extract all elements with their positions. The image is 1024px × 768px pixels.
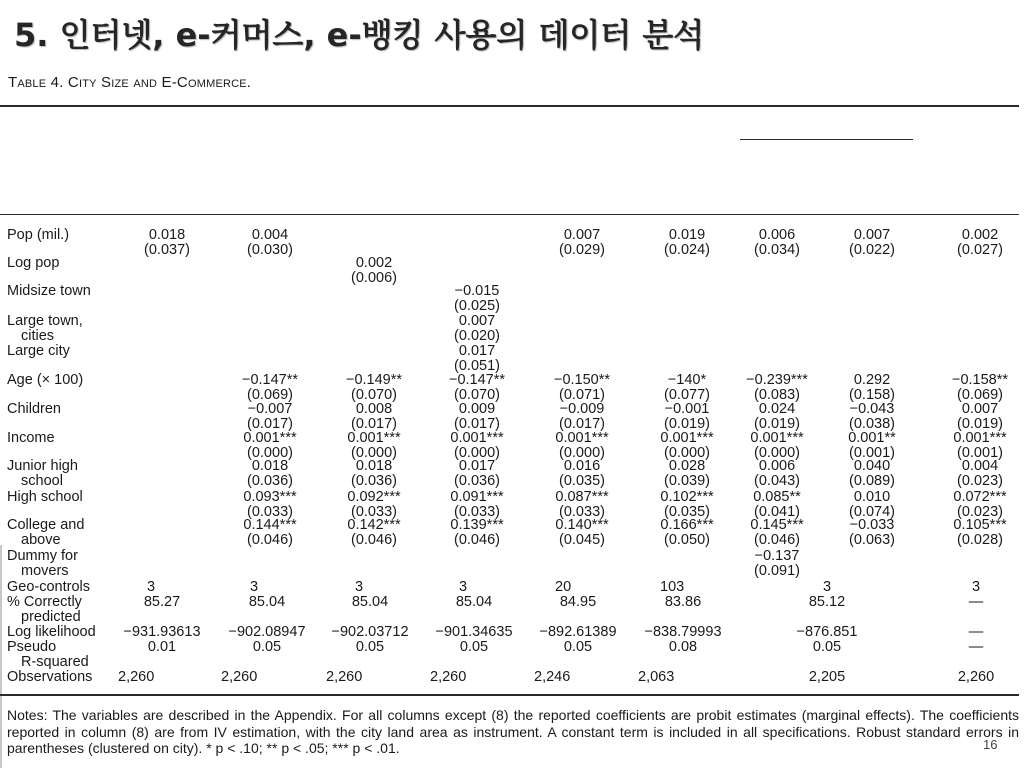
stat-label-text: Log likelihood	[7, 624, 96, 640]
coefficient-cell	[957, 459, 1003, 489]
coefficient: 0.001***	[750, 430, 804, 446]
coefficient: −140*	[667, 372, 707, 388]
standard-error: (0.023)	[957, 473, 1003, 489]
coefficient-cell	[555, 431, 608, 461]
slide-title: 5. 인터넷, e-커머스, e-뱅킹 사용의 데이터 분석	[14, 16, 705, 54]
coefficient: 0.010	[853, 489, 891, 505]
coefficient-cell	[454, 284, 500, 314]
coefficient: 0.145***	[750, 517, 804, 533]
row-label	[7, 284, 91, 299]
coefficient: 0.001***	[450, 430, 504, 446]
table-header-rule	[0, 214, 1019, 215]
coefficient-cell	[242, 373, 298, 403]
coefficient: 0.024	[758, 401, 796, 417]
coefficient: 0.092***	[347, 489, 401, 505]
standard-error: (0.029)	[559, 242, 605, 258]
coefficient: 0.001***	[347, 430, 401, 446]
row-label-text: Large city	[7, 343, 70, 359]
standard-error: (0.069)	[247, 387, 293, 403]
standard-error: (0.017)	[559, 416, 605, 432]
standard-error: (0.069)	[957, 387, 1003, 403]
stat-value: 3	[459, 579, 468, 595]
standard-error: (0.036)	[247, 473, 293, 489]
coefficient-cell	[559, 402, 605, 432]
stat-value: 0.05	[252, 639, 282, 655]
coefficient-cell	[754, 549, 800, 579]
stat-value: 3	[971, 579, 981, 595]
coefficient-cell	[449, 373, 505, 403]
coefficient: 0.001***	[660, 430, 714, 446]
stat-value: —	[968, 624, 984, 640]
row-label-continuation: above	[21, 532, 61, 548]
standard-error: (0.043)	[754, 473, 800, 489]
coefficient-cell	[347, 518, 400, 548]
stat-value: 3	[147, 579, 156, 595]
stat-value: 85.27	[143, 594, 181, 610]
coefficient-cell	[144, 228, 190, 258]
coefficient-cell	[555, 490, 608, 520]
row-label-continuation: cities	[21, 328, 55, 344]
coefficient: 0.102***	[660, 489, 714, 505]
coefficient: 0.144***	[243, 517, 297, 533]
coefficient-cell	[347, 431, 400, 461]
coefficient: −0.001	[664, 401, 710, 417]
coefficient: 0.006	[758, 458, 796, 474]
coefficient: 0.017	[458, 458, 496, 474]
row-label-text: Junior high	[7, 458, 78, 474]
row-label-text: Children	[7, 401, 61, 417]
coefficient-cell	[754, 459, 800, 489]
table-bottom-rule	[0, 694, 1019, 696]
standard-error: (0.083)	[754, 387, 800, 403]
standard-error: (0.045)	[559, 532, 605, 548]
column-7-span-rule	[740, 139, 913, 140]
row-label	[7, 402, 61, 417]
coefficient-cell	[660, 431, 713, 461]
coefficient: 0.166***	[660, 517, 714, 533]
standard-error: (0.024)	[664, 242, 710, 258]
coefficient: −0.009	[559, 401, 605, 417]
row-label	[7, 228, 69, 243]
stat-value: 85.04	[248, 594, 286, 610]
stat-row-label	[7, 670, 92, 685]
coefficient: 0.087***	[555, 489, 609, 505]
row-label-text: Midsize town	[7, 283, 91, 299]
coefficient-cell	[555, 518, 608, 548]
stat-value: −876.851	[796, 624, 858, 640]
stat-value: 20	[555, 579, 572, 595]
stat-value: 2,246	[534, 669, 571, 685]
stat-value: 85.12	[808, 594, 846, 610]
row-label-text: Pop (mil.)	[7, 227, 70, 243]
standard-error: (0.041)	[754, 504, 800, 520]
stat-row-label	[7, 580, 90, 595]
row-label-text: Log pop	[7, 255, 60, 271]
standard-error: (0.051)	[454, 358, 500, 374]
coefficient-cell	[957, 402, 1003, 432]
stat-label-text: % Correctly	[7, 594, 82, 610]
stat-value: 85.04	[351, 594, 389, 610]
stat-value: —	[968, 594, 984, 610]
coefficient: −0.147**	[448, 372, 506, 388]
coefficient: 0.009	[458, 401, 496, 417]
stat-value: 2,063	[638, 669, 675, 685]
coefficient: 0.142***	[347, 517, 401, 533]
row-label-text: Large town,	[7, 313, 83, 329]
coefficient-cell	[454, 314, 500, 344]
coefficient-cell	[346, 373, 402, 403]
stat-value: 3	[355, 579, 364, 595]
coefficient-cell	[848, 431, 896, 461]
coefficient-cell	[660, 518, 713, 548]
coefficient-cell	[247, 459, 293, 489]
standard-error: (0.000)	[559, 445, 605, 461]
coefficient: 0.006	[758, 227, 796, 243]
standard-error: (0.000)	[454, 445, 500, 461]
row-label	[7, 373, 83, 388]
coefficient-cell	[351, 402, 397, 432]
row-label-text: High school	[7, 489, 83, 505]
coefficient: 0.007	[563, 227, 601, 243]
coefficient-cell	[243, 431, 296, 461]
row-label	[7, 431, 55, 446]
stat-value: 3	[250, 579, 259, 595]
standard-error: (0.071)	[559, 387, 605, 403]
row-label	[7, 256, 59, 271]
standard-error: (0.046)	[247, 532, 293, 548]
standard-error: (0.019)	[957, 416, 1003, 432]
stat-value: 0.05	[459, 639, 489, 655]
standard-error: (0.019)	[664, 416, 710, 432]
standard-error: (0.023)	[957, 504, 1003, 520]
coefficient-cell	[243, 490, 296, 520]
standard-error: (0.039)	[664, 473, 710, 489]
standard-error: (0.017)	[247, 416, 293, 432]
stat-value: 0.08	[668, 639, 698, 655]
standard-error: (0.034)	[754, 242, 800, 258]
standard-error: (0.033)	[351, 504, 397, 520]
standard-error: (0.050)	[664, 532, 710, 548]
stat-value: 3	[822, 579, 832, 595]
standard-error: (0.046)	[454, 532, 500, 548]
standard-error: (0.158)	[849, 387, 895, 403]
coefficient: −0.239***	[746, 372, 808, 388]
standard-error: (0.000)	[664, 445, 710, 461]
standard-error: (0.035)	[559, 473, 605, 489]
stat-value: −902.08947	[228, 624, 306, 640]
coefficient: −0.043	[849, 401, 895, 417]
standard-error: (0.033)	[559, 504, 605, 520]
standard-error: (0.000)	[247, 445, 293, 461]
coefficient: −0.149**	[345, 372, 403, 388]
standard-error: (0.035)	[664, 504, 710, 520]
stat-label-text: Pseudo	[7, 639, 57, 655]
coefficient-cell	[554, 373, 610, 403]
coefficient: 0.001**	[848, 430, 896, 446]
standard-error: (0.037)	[144, 242, 190, 258]
coefficient-cell	[754, 402, 800, 432]
stat-value: —	[968, 639, 984, 655]
coefficient-cell	[953, 518, 1006, 548]
standard-error: (0.000)	[754, 445, 800, 461]
standard-error: (0.028)	[957, 532, 1003, 548]
coefficient: 0.008	[355, 401, 393, 417]
coefficient-cell	[247, 402, 293, 432]
stat-value: 0.01	[147, 639, 177, 655]
standard-error: (0.089)	[849, 473, 895, 489]
coefficient: −0.147**	[241, 372, 299, 388]
row-label	[7, 549, 78, 579]
stat-value: 0.05	[355, 639, 385, 655]
coefficient: −0.015	[454, 283, 500, 299]
coefficient-cell	[953, 490, 1006, 520]
coefficient-cell	[660, 490, 713, 520]
standard-error: (0.027)	[957, 242, 1003, 258]
standard-error: (0.000)	[351, 445, 397, 461]
stat-value: 2,260	[221, 669, 258, 685]
coefficient: 0.019	[668, 227, 706, 243]
standard-error: (0.070)	[454, 387, 500, 403]
stat-value: 83.86	[664, 594, 702, 610]
coefficient: 0.091***	[450, 489, 504, 505]
stat-label-continuation: predicted	[21, 609, 81, 625]
coefficient: 0.002	[355, 255, 393, 271]
coefficient: 0.007	[961, 401, 999, 417]
row-label	[7, 518, 84, 548]
standard-error: (0.077)	[664, 387, 710, 403]
coefficient-cell	[849, 373, 895, 403]
coefficient: 0.072***	[953, 489, 1007, 505]
coefficient: 0.018	[148, 227, 186, 243]
coefficient-cell	[746, 373, 808, 403]
stat-row-label	[7, 625, 96, 640]
standard-error: (0.091)	[754, 563, 800, 579]
stat-value: 0.05	[812, 639, 842, 655]
standard-error: (0.063)	[849, 532, 895, 548]
standard-error: (0.046)	[754, 532, 800, 548]
coefficient-cell	[243, 518, 296, 548]
standard-error: (0.074)	[849, 504, 895, 520]
coefficient: 0.004	[961, 458, 999, 474]
stat-row-label	[7, 640, 89, 670]
coefficient: 0.007	[458, 313, 496, 329]
table-caption: Table 4. City Size and E-Commerce.	[8, 74, 252, 91]
standard-error: (0.017)	[454, 416, 500, 432]
row-label	[7, 344, 70, 359]
stat-value: 2,260	[957, 669, 995, 685]
standard-error: (0.036)	[454, 473, 500, 489]
coefficient-cell	[953, 431, 1006, 461]
coefficient-cell	[849, 228, 895, 258]
standard-error: (0.001)	[957, 445, 1003, 461]
coefficient-cell	[454, 459, 500, 489]
coefficient-cell	[849, 402, 895, 432]
stat-value: −838.79993	[644, 624, 722, 640]
standard-error: (0.006)	[351, 270, 397, 286]
row-label-text: Dummy for	[7, 548, 78, 564]
coefficient-cell	[753, 490, 801, 520]
coefficient-cell	[750, 518, 803, 548]
stat-row-label	[7, 595, 82, 625]
coefficient: 0.292	[853, 372, 891, 388]
coefficient: 0.002	[961, 227, 999, 243]
coefficient: 0.040	[853, 458, 891, 474]
coefficient: 0.018	[251, 458, 289, 474]
stat-value: −901.34635	[435, 624, 513, 640]
row-label	[7, 490, 83, 505]
coefficient: 0.028	[668, 458, 706, 474]
coefficient-cell	[664, 228, 710, 258]
coefficient: 0.085**	[753, 489, 801, 505]
standard-error: (0.030)	[247, 242, 293, 258]
page-number: 16	[983, 737, 998, 752]
row-label	[7, 459, 78, 489]
coefficient-cell	[849, 490, 895, 520]
standard-error: (0.038)	[849, 416, 895, 432]
row-label-text: College and	[7, 517, 85, 533]
coefficient-cell	[559, 459, 605, 489]
standard-error: (0.025)	[454, 298, 500, 314]
coefficient-cell	[454, 402, 500, 432]
coefficient-cell	[849, 459, 895, 489]
coefficient: 0.140***	[555, 517, 609, 533]
stat-value: 2,205	[808, 669, 846, 685]
coefficient: −0.033	[849, 517, 895, 533]
coefficient-cell	[347, 490, 400, 520]
table-top-rule	[0, 105, 1019, 107]
coefficient: 0.093***	[243, 489, 297, 505]
stat-value: −892.61389	[539, 624, 617, 640]
standard-error: (0.017)	[351, 416, 397, 432]
coefficient-cell	[664, 373, 710, 403]
stat-value: −931.93613	[123, 624, 201, 640]
coefficient: 0.105***	[953, 517, 1007, 533]
coefficient: −0.150**	[553, 372, 611, 388]
standard-error: (0.033)	[454, 504, 500, 520]
coefficient-cell	[247, 228, 293, 258]
standard-error: (0.036)	[351, 473, 397, 489]
coefficient: 0.017	[458, 343, 496, 359]
coefficient-cell	[754, 228, 800, 258]
stat-value: 2,260	[430, 669, 467, 685]
row-label-continuation: school	[21, 473, 63, 489]
row-label-continuation: movers	[21, 563, 69, 579]
coefficient: 0.139***	[450, 517, 504, 533]
row-label-text: Age (× 100)	[7, 372, 84, 388]
coefficient-cell	[952, 373, 1008, 403]
stat-label-text: Geo-controls	[7, 579, 91, 595]
row-label-text: Income	[7, 430, 55, 446]
stat-value: 85.04	[455, 594, 493, 610]
standard-error: (0.046)	[351, 532, 397, 548]
coefficient-cell	[957, 228, 1003, 258]
coefficient: −0.007	[247, 401, 293, 417]
coefficient-cell	[450, 490, 503, 520]
coefficient-cell	[450, 518, 503, 548]
coefficient-cell	[559, 228, 605, 258]
coefficient: 0.001***	[243, 430, 297, 446]
stat-value: 84.95	[559, 594, 597, 610]
stat-value: 2,260	[118, 669, 155, 685]
standard-error: (0.033)	[247, 504, 293, 520]
coefficient: 0.007	[853, 227, 891, 243]
coefficient: −0.158**	[951, 372, 1009, 388]
coefficient: 0.001***	[555, 430, 609, 446]
standard-error: (0.001)	[849, 445, 895, 461]
standard-error: (0.022)	[849, 242, 895, 258]
coefficient-cell	[351, 459, 397, 489]
stat-label-continuation: R-squared	[21, 654, 89, 670]
coefficient-cell	[454, 344, 500, 374]
stat-label-text: Observations	[7, 669, 93, 685]
coefficient-cell	[664, 402, 710, 432]
table-notes: Notes: The variables are described in the Appendix. For all columns except (8) the reported coefficients are probit estimates (marginal effects). The coefficients reported in column (8) are from IV estimation, with the city land area as instrument. A constant term is included in all specifications. Robust standard errors in parentheses (clustered on city). * p < .10; ** p < .05; *** p < .01.	[7, 707, 1019, 756]
standard-error: (0.020)	[454, 328, 500, 344]
coefficient-cell	[750, 431, 803, 461]
stat-value: 2,260	[326, 669, 363, 685]
coefficient-cell	[450, 431, 503, 461]
standard-error: (0.019)	[754, 416, 800, 432]
stat-value: 0.05	[563, 639, 593, 655]
coefficient-cell	[664, 459, 710, 489]
coefficient: 0.001***	[953, 430, 1007, 446]
coefficient: 0.004	[251, 227, 289, 243]
coefficient: −0.137	[754, 548, 800, 564]
left-edge-bar	[0, 545, 2, 768]
coefficient-cell	[849, 518, 895, 548]
coefficient-cell	[351, 256, 397, 286]
coefficient: 0.016	[563, 458, 601, 474]
stat-value: −902.03712	[331, 624, 409, 640]
row-label	[7, 314, 83, 344]
standard-error: (0.070)	[351, 387, 397, 403]
stat-value: 103	[660, 579, 685, 595]
coefficient: 0.018	[355, 458, 393, 474]
